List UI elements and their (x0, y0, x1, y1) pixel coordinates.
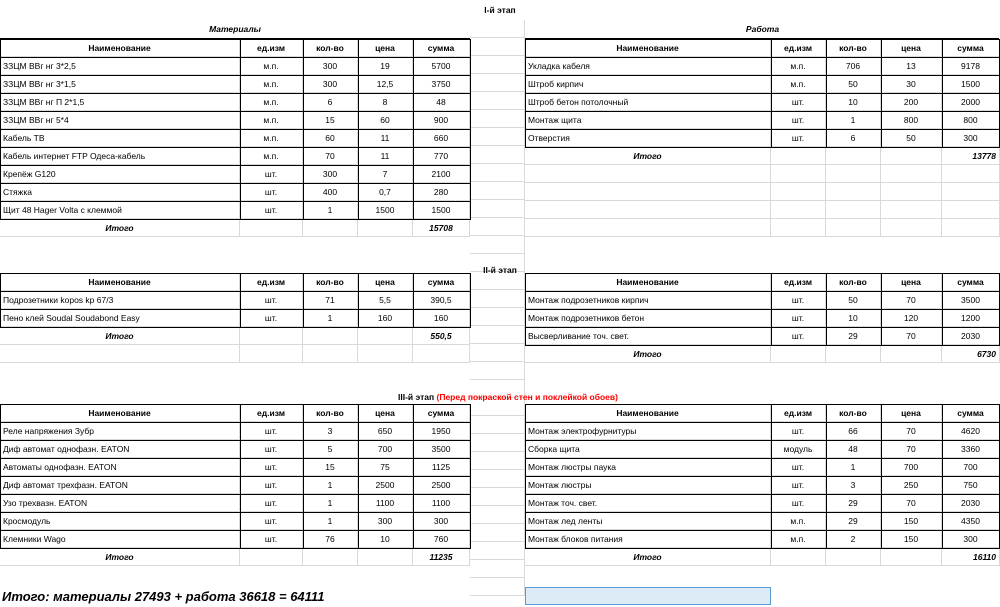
item-name[interactable]: ЗЗЦМ ВВг нг П 2*1,5 (0, 93, 240, 111)
item-price[interactable]: 800 (881, 111, 942, 129)
cell[interactable] (771, 147, 826, 165)
item-name[interactable]: Монтаж электрофурнитуры (525, 422, 771, 440)
col-header-unit[interactable]: ед.изм (771, 39, 826, 57)
spacer-cell (470, 200, 525, 218)
item-name[interactable]: Монтаж подрозетников бетон (525, 309, 771, 327)
item-unit[interactable]: шт. (771, 129, 826, 147)
item-sum[interactable]: 5700 (413, 57, 470, 75)
col-header-qty[interactable]: кол-во (303, 404, 358, 422)
item-price[interactable]: 70 (881, 327, 942, 345)
item-price[interactable]: 150 (881, 512, 942, 530)
cell[interactable] (413, 345, 470, 363)
item-name[interactable]: Кросмодуль (0, 512, 240, 530)
item-price[interactable]: 250 (881, 476, 942, 494)
item-sum[interactable]: 3750 (413, 75, 470, 93)
item-price[interactable]: 70 (881, 440, 942, 458)
cell[interactable] (240, 345, 303, 363)
spacer-cell (470, 290, 525, 308)
item-qty[interactable]: 1 (826, 111, 881, 129)
item-name[interactable]: Штроб кирпич (525, 75, 771, 93)
spacer-cell (470, 56, 525, 74)
item-sum[interactable]: 300 (413, 512, 470, 530)
spacer-cell (470, 20, 525, 38)
item-qty[interactable]: 300 (303, 57, 358, 75)
stage2-title: II-й этап (483, 265, 517, 275)
item-name[interactable]: Диф автомат однофазн. EATON (0, 440, 240, 458)
col-header-qty[interactable]: кол-во (826, 404, 881, 422)
item-qty[interactable]: 10 (826, 93, 881, 111)
cell[interactable] (881, 147, 942, 165)
item-unit[interactable]: шт. (771, 327, 826, 345)
cell[interactable] (771, 345, 826, 363)
col-header-qty[interactable]: кол-во (303, 39, 358, 57)
col-header-name[interactable]: Наименование (525, 404, 771, 422)
col-header-sum[interactable]: сумма (942, 404, 1000, 422)
item-unit[interactable]: м.п. (771, 530, 826, 548)
spacer-cell (470, 470, 525, 488)
item-sum[interactable]: 2030 (942, 327, 1000, 345)
item-price[interactable]: 70 (881, 422, 942, 440)
item-name[interactable]: ЗЗЦМ ВВг нг 3*2,5 (0, 57, 240, 75)
spacer-cell (470, 578, 525, 596)
cell[interactable] (771, 183, 826, 201)
cell[interactable] (771, 548, 826, 566)
item-sum[interactable]: 2000 (942, 93, 1000, 111)
item-price[interactable]: 2500 (358, 476, 413, 494)
cell[interactable] (303, 548, 358, 566)
spacer-cell (470, 146, 525, 164)
item-price[interactable]: 11 (358, 147, 413, 165)
cell[interactable] (240, 219, 303, 237)
item-unit[interactable]: шт. (240, 458, 303, 476)
spacer-cell (470, 218, 525, 236)
cell[interactable] (771, 201, 826, 219)
spacer-cell (470, 164, 525, 182)
spacer-cell (470, 524, 525, 542)
cell[interactable] (881, 345, 942, 363)
item-qty[interactable]: 1 (303, 309, 358, 327)
cell[interactable] (0, 345, 240, 363)
item-name[interactable]: Отверстия (525, 129, 771, 147)
item-price[interactable]: 10 (358, 530, 413, 548)
cell[interactable] (881, 548, 942, 566)
stage3-title: III-й этап (Перед покраской стен и поклейкой обоев) (398, 392, 618, 402)
cell[interactable] (826, 147, 881, 165)
item-sum[interactable]: 1200 (942, 309, 1000, 327)
item-price[interactable]: 0,7 (358, 183, 413, 201)
item-unit[interactable]: шт. (771, 458, 826, 476)
item-qty[interactable]: 50 (826, 291, 881, 309)
col-header-name[interactable]: Наименование (0, 404, 240, 422)
col-header-price[interactable]: цена (881, 404, 942, 422)
item-sum[interactable]: 1125 (413, 458, 470, 476)
cell[interactable] (826, 548, 881, 566)
item-qty[interactable]: 1 (303, 201, 358, 219)
item-name[interactable]: Автоматы однофазн. EATON (0, 458, 240, 476)
selected-cell[interactable] (525, 587, 771, 605)
item-unit[interactable]: м.п. (771, 75, 826, 93)
cell[interactable] (881, 165, 942, 183)
item-price[interactable]: 12,5 (358, 75, 413, 93)
item-qty[interactable]: 5 (303, 440, 358, 458)
item-qty[interactable]: 70 (303, 147, 358, 165)
item-name[interactable]: Крепёж G120 (0, 165, 240, 183)
item-unit[interactable]: шт. (240, 494, 303, 512)
item-unit[interactable]: м.п. (771, 512, 826, 530)
item-name[interactable]: Клемники Wago (0, 530, 240, 548)
item-sum[interactable]: 3500 (413, 440, 470, 458)
item-price[interactable]: 700 (881, 458, 942, 476)
item-price[interactable]: 120 (881, 309, 942, 327)
item-unit[interactable]: м.п. (240, 57, 303, 75)
total-value[interactable]: 550,5 (413, 327, 470, 345)
cell[interactable] (358, 548, 413, 566)
spacer-cell (470, 506, 525, 524)
total-label[interactable]: Итого (525, 147, 771, 165)
item-qty[interactable]: 300 (303, 75, 358, 93)
item-price[interactable]: 60 (358, 111, 413, 129)
col-header-qty[interactable]: кол-во (826, 39, 881, 57)
item-name[interactable]: Монтаж блоков питания (525, 530, 771, 548)
item-name[interactable]: Стяжка (0, 183, 240, 201)
spacer-cell (470, 542, 525, 560)
col-header-unit[interactable]: ед.изм (240, 404, 303, 422)
item-name[interactable]: ЗЗЦМ ВВг нг 3*1,5 (0, 75, 240, 93)
item-name[interactable]: Монтаж люстры (525, 476, 771, 494)
item-unit[interactable]: шт. (771, 494, 826, 512)
item-sum[interactable]: 2030 (942, 494, 1000, 512)
col-header-sum[interactable]: сумма (413, 39, 470, 57)
total-value[interactable]: 11235 (413, 548, 470, 566)
item-qty[interactable]: 1 (303, 512, 358, 530)
item-price[interactable]: 160 (358, 309, 413, 327)
item-unit[interactable]: шт. (240, 309, 303, 327)
item-sum[interactable]: 2100 (413, 165, 470, 183)
cell[interactable] (358, 219, 413, 237)
item-qty[interactable]: 60 (303, 129, 358, 147)
item-price[interactable]: 8 (358, 93, 413, 111)
item-qty[interactable]: 48 (826, 440, 881, 458)
item-qty[interactable]: 6 (303, 93, 358, 111)
item-sum[interactable]: 3360 (942, 440, 1000, 458)
item-sum[interactable]: 1950 (413, 422, 470, 440)
item-name[interactable]: Укладка кабеля (525, 57, 771, 75)
item-sum[interactable]: 160 (413, 309, 470, 327)
cell[interactable] (303, 345, 358, 363)
item-sum[interactable]: 1500 (413, 201, 470, 219)
item-price[interactable]: 30 (881, 75, 942, 93)
col-header-price[interactable]: цена (358, 39, 413, 57)
item-qty[interactable]: 15 (303, 111, 358, 129)
item-name[interactable]: Пено клей Soudal Soudabond Easy (0, 309, 240, 327)
item-name[interactable]: Монтаж точ. свет. (525, 494, 771, 512)
item-sum[interactable]: 1100 (413, 494, 470, 512)
item-sum[interactable]: 9178 (942, 57, 1000, 75)
item-unit[interactable]: шт. (771, 93, 826, 111)
col-header-price[interactable]: цена (358, 404, 413, 422)
item-unit[interactable]: шт. (240, 183, 303, 201)
item-qty[interactable]: 6 (826, 129, 881, 147)
item-qty[interactable]: 400 (303, 183, 358, 201)
item-name[interactable]: Диф автомат трехфазн. EATON (0, 476, 240, 494)
item-qty[interactable]: 3 (303, 422, 358, 440)
item-unit[interactable]: шт. (240, 422, 303, 440)
total-value[interactable]: 13778 (942, 147, 1000, 165)
item-price[interactable]: 50 (881, 129, 942, 147)
col-header-sum[interactable]: сумма (413, 273, 470, 291)
item-qty[interactable]: 1 (826, 458, 881, 476)
item-sum[interactable]: 300 (942, 129, 1000, 147)
spacer-cell (470, 416, 525, 434)
col-header-name[interactable]: Наименование (0, 273, 240, 291)
cell[interactable] (303, 327, 358, 345)
item-qty[interactable]: 10 (826, 309, 881, 327)
item-name[interactable]: Монтаж люстры паука (525, 458, 771, 476)
cell[interactable] (942, 165, 1000, 183)
col-header-price[interactable]: цена (358, 273, 413, 291)
item-sum[interactable]: 3500 (942, 291, 1000, 309)
item-name[interactable]: Щит 48 Hager Volta с клеммой (0, 201, 240, 219)
total-label[interactable]: Итого (0, 548, 240, 566)
cell[interactable] (826, 165, 881, 183)
item-name[interactable]: Высверливание точ. свет. (525, 327, 771, 345)
cell[interactable] (525, 165, 771, 183)
item-price[interactable]: 70 (881, 291, 942, 309)
item-qty[interactable]: 706 (826, 57, 881, 75)
cell[interactable] (942, 201, 1000, 219)
item-price[interactable]: 150 (881, 530, 942, 548)
col-header-unit[interactable]: ед.изм (240, 39, 303, 57)
col-header-qty[interactable]: кол-во (826, 273, 881, 291)
col-header-qty[interactable]: кол-во (303, 273, 358, 291)
item-qty[interactable]: 29 (826, 494, 881, 512)
cell[interactable] (358, 345, 413, 363)
item-name[interactable]: Монтаж подрозетников кирпич (525, 291, 771, 309)
item-unit[interactable]: шт. (240, 476, 303, 494)
item-qty[interactable]: 2 (826, 530, 881, 548)
cell[interactable] (525, 183, 771, 201)
item-sum[interactable]: 700 (942, 458, 1000, 476)
item-unit[interactable]: шт. (771, 291, 826, 309)
item-unit[interactable]: шт. (771, 476, 826, 494)
item-price[interactable]: 700 (358, 440, 413, 458)
item-price[interactable]: 300 (358, 512, 413, 530)
cell[interactable] (771, 219, 826, 237)
spacer-cell (470, 344, 525, 362)
col-header-sum[interactable]: сумма (942, 273, 1000, 291)
total-value[interactable]: 16110 (942, 548, 1000, 566)
total-value[interactable]: 15708 (413, 219, 470, 237)
item-price[interactable]: 5,5 (358, 291, 413, 309)
item-qty[interactable]: 3 (826, 476, 881, 494)
col-header-unit[interactable]: ед.изм (771, 404, 826, 422)
item-sum[interactable]: 660 (413, 129, 470, 147)
col-header-name[interactable]: Наименование (525, 39, 771, 57)
cell[interactable] (826, 345, 881, 363)
col-header-sum[interactable]: сумма (942, 39, 1000, 57)
item-name[interactable]: ЗЗЦМ ВВг нг 5*4 (0, 111, 240, 129)
cell[interactable] (525, 201, 771, 219)
item-price[interactable]: 650 (358, 422, 413, 440)
item-name[interactable]: Подрозетники kopos kp 67/3 (0, 291, 240, 309)
item-unit[interactable]: шт. (240, 291, 303, 309)
item-price[interactable]: 7 (358, 165, 413, 183)
cell[interactable] (881, 219, 942, 237)
item-qty[interactable]: 71 (303, 291, 358, 309)
work-title: Работа (745, 24, 780, 34)
item-unit[interactable]: шт. (240, 530, 303, 548)
col-header-name[interactable]: Наименование (525, 273, 771, 291)
cell[interactable] (942, 219, 1000, 237)
spacer-cell (470, 128, 525, 146)
item-sum[interactable]: 48 (413, 93, 470, 111)
total-label[interactable]: Итого (525, 345, 771, 363)
item-name[interactable]: Узо трехвазн. EATON (0, 494, 240, 512)
total-value[interactable]: 6730 (942, 345, 1000, 363)
item-sum[interactable]: 770 (413, 147, 470, 165)
item-qty[interactable]: 300 (303, 165, 358, 183)
total-label[interactable]: Итого (525, 548, 771, 566)
item-price[interactable]: 13 (881, 57, 942, 75)
spacer-cell (470, 74, 525, 92)
item-price[interactable]: 1500 (358, 201, 413, 219)
item-name[interactable]: Монтаж щита (525, 111, 771, 129)
item-qty[interactable]: 15 (303, 458, 358, 476)
stage1-title: I-й этап (484, 5, 516, 15)
cell[interactable] (881, 201, 942, 219)
item-price[interactable]: 75 (358, 458, 413, 476)
spacer-cell (470, 92, 525, 110)
item-unit[interactable]: шт. (771, 309, 826, 327)
spacer-cell (470, 182, 525, 200)
item-sum[interactable]: 4620 (942, 422, 1000, 440)
spacer-cell (470, 452, 525, 470)
col-header-unit[interactable]: ед.изм (240, 273, 303, 291)
item-sum[interactable]: 900 (413, 111, 470, 129)
item-unit[interactable]: шт. (771, 422, 826, 440)
item-price[interactable]: 70 (881, 494, 942, 512)
materials-title: Материалы (209, 24, 261, 34)
item-sum[interactable]: 800 (942, 111, 1000, 129)
item-unit[interactable]: модуль (771, 440, 826, 458)
spacer-cell (470, 560, 525, 578)
stage3-note: (Перед покраской стен и поклейкой обоев) (436, 392, 618, 402)
item-name[interactable]: Реле напряжения Зубр (0, 422, 240, 440)
item-unit[interactable]: шт. (240, 201, 303, 219)
col-header-sum[interactable]: сумма (413, 404, 470, 422)
total-label[interactable]: Итого (0, 219, 240, 237)
item-unit[interactable]: шт. (240, 440, 303, 458)
item-unit[interactable]: шт. (240, 512, 303, 530)
spacer-cell (470, 434, 525, 452)
cell[interactable] (358, 327, 413, 345)
item-qty[interactable]: 50 (826, 75, 881, 93)
item-qty[interactable]: 1 (303, 494, 358, 512)
item-sum[interactable]: 280 (413, 183, 470, 201)
item-sum[interactable]: 4350 (942, 512, 1000, 530)
item-unit[interactable]: м.п. (771, 57, 826, 75)
cell[interactable] (826, 219, 881, 237)
item-name[interactable]: Штроб бетон потолочный (525, 93, 771, 111)
item-price[interactable]: 11 (358, 129, 413, 147)
item-sum[interactable]: 760 (413, 530, 470, 548)
item-unit[interactable]: м.п. (240, 75, 303, 93)
item-unit[interactable]: шт. (771, 111, 826, 129)
item-sum[interactable]: 300 (942, 530, 1000, 548)
spacer-cell (470, 38, 525, 56)
item-sum[interactable]: 390,5 (413, 291, 470, 309)
item-name[interactable]: Кабель интернет FTP Одеса-кабель (0, 147, 240, 165)
spacer-cell (470, 110, 525, 128)
spacer-cell (470, 326, 525, 344)
cell[interactable] (942, 183, 1000, 201)
item-qty[interactable]: 29 (826, 327, 881, 345)
cell[interactable] (826, 201, 881, 219)
grand-total: Итого: материалы 27493 + работа 36618 = 64111 (2, 589, 325, 604)
item-qty[interactable]: 66 (826, 422, 881, 440)
cell[interactable] (826, 183, 881, 201)
cell[interactable] (525, 219, 771, 237)
item-unit[interactable]: м.п. (240, 93, 303, 111)
cell[interactable] (240, 327, 303, 345)
spacer-cell (470, 236, 525, 254)
item-sum[interactable]: 2500 (413, 476, 470, 494)
col-header-name[interactable]: Наименование (0, 39, 240, 57)
spacer-cell (470, 362, 525, 380)
item-qty[interactable]: 29 (826, 512, 881, 530)
item-qty[interactable]: 76 (303, 530, 358, 548)
item-qty[interactable]: 1 (303, 476, 358, 494)
item-price[interactable]: 1100 (358, 494, 413, 512)
col-header-price[interactable]: цена (881, 39, 942, 57)
item-sum[interactable]: 750 (942, 476, 1000, 494)
cell[interactable] (881, 183, 942, 201)
col-header-unit[interactable]: ед.изм (771, 273, 826, 291)
item-price[interactable]: 200 (881, 93, 942, 111)
cell[interactable] (303, 219, 358, 237)
cell[interactable] (240, 548, 303, 566)
item-name[interactable]: Сборка щита (525, 440, 771, 458)
cell[interactable] (771, 165, 826, 183)
item-name[interactable]: Монтаж лед ленты (525, 512, 771, 530)
spacer-cell (470, 488, 525, 506)
total-label[interactable]: Итого (0, 327, 240, 345)
item-unit[interactable]: м.п. (240, 147, 303, 165)
item-unit[interactable]: м.п. (240, 129, 303, 147)
spacer-cell (470, 308, 525, 326)
col-header-price[interactable]: цена (881, 273, 942, 291)
item-sum[interactable]: 1500 (942, 75, 1000, 93)
item-price[interactable]: 19 (358, 57, 413, 75)
item-unit[interactable]: м.п. (240, 111, 303, 129)
item-name[interactable]: Кабель ТВ (0, 129, 240, 147)
item-unit[interactable]: шт. (240, 165, 303, 183)
